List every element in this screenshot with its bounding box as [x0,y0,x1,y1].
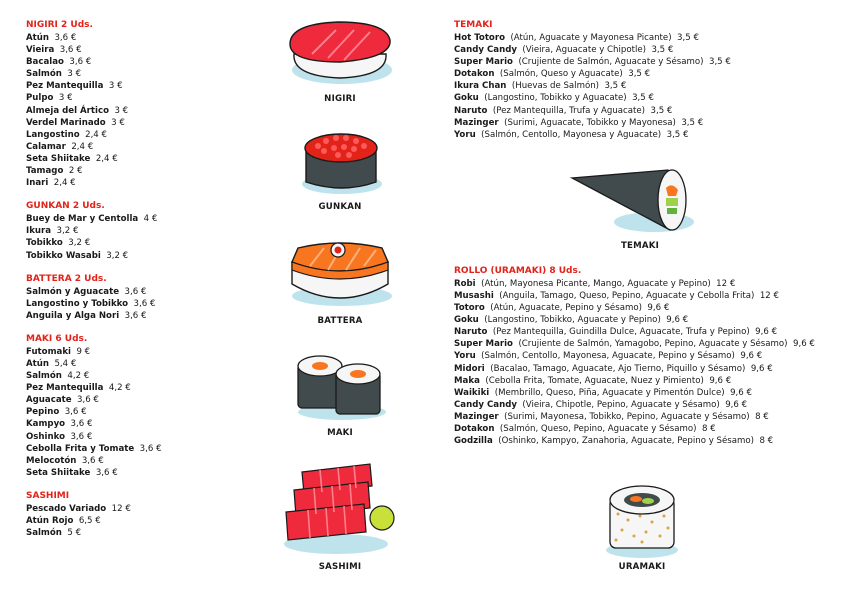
item-description: (Surimi, Aguacate, Tobikko y Mayonesa) [504,117,676,128]
item-price: 9,6 € [730,387,752,398]
item-price: 3,6 € [70,419,93,430]
item-description: (Langostino, Tobikko y Aguacate) [484,93,627,104]
menu-item [454,278,815,290]
item-price: 3,6 € [81,455,104,466]
menu-item [26,298,162,310]
menu-item [454,435,815,447]
item-name: Melocotón [26,455,77,466]
item-description: (Cebolla Frita, Tomate, Aguacate, Nuez y Pimiento) [485,375,704,386]
nigiri-caption: NIGIRI [324,94,356,104]
temaki-illustration [568,166,698,238]
item-name: Bacalao [26,57,64,68]
item-name: Godzilla [454,436,493,447]
item-name: Seta Shiitake [26,467,91,478]
item-price: 9,6 € [666,315,689,326]
menu-section [454,265,815,447]
item-price: 5,4 € [54,358,77,369]
menu-item [454,290,815,302]
item-price: 3 € [58,93,73,104]
uramaki-illustration [602,480,682,560]
item-price: 2,4 € [95,153,118,164]
item-description: (Pez Mantequilla, Guindilla Dulce, Aguacate, Trufa y Pepino) [492,327,750,338]
item-name: Super Mario [454,57,513,68]
menu-item [454,68,815,80]
item-price: 3,6 € [69,57,92,68]
item-name: Naruto [454,327,488,338]
menu-item [454,32,815,44]
item-description: (Salmón, Queso y Aguacate) [499,69,623,80]
battera-caption: BATTERA [317,316,363,326]
item-price: 3,5 € [651,45,674,56]
menu-item [454,350,815,362]
gunkan-caption: GUNKAN [318,202,362,212]
item-description: (Salmón, Centollo, Mayonesa, Aguacate, Pepino y Sésamo) [481,351,735,362]
item-price: 6,5 € [78,516,101,526]
item-price: 4,2 € [67,371,90,382]
menu-item [26,177,162,189]
item-price: 12 € [759,290,779,301]
item-description: (Salmón, Queso, Pepino, Aguacate y Sésamo) [499,423,697,434]
item-price: 9,6 € [740,351,763,362]
item-name: Candy Candy [454,45,517,56]
item-description: (Atún, Aguacate y Mayonesa Picante) [510,33,672,43]
sashimi-caption: SASHIMI [318,562,362,572]
section-title: MAKI 6 Uds. [26,333,88,344]
item-price: 3,6 € [95,467,118,478]
menu-item [26,394,162,406]
menu-item [26,56,162,68]
item-price: 3,6 € [139,443,162,454]
item-price: 3,2 € [106,250,129,261]
item-name: Verdel Marinado [26,117,106,128]
item-name: Dotakon [454,423,495,434]
menu-item [26,129,162,141]
item-price: 8 € [759,436,774,447]
menu-section [26,490,162,539]
item-price: 5 € [67,528,82,539]
item-description: (Anguila, Tamago, Queso, Pepino, Aguacate y Cebolla Frita) [499,290,755,301]
menu-item [454,363,815,375]
item-name: Super Mario [454,339,513,350]
item-description: (Salmón, Centollo, Mayonesa y Aguacate) [481,129,662,140]
item-name: Inari [26,178,49,189]
item-name: Musashi [454,290,494,301]
menu-section [26,19,162,189]
item-price: 3,6 € [64,407,87,418]
item-price: 9,6 € [709,375,732,386]
section-title: ROLLO (URAMAKI) 8 Uds. [454,265,582,276]
sashimi-illustration [280,460,400,556]
menu-item [454,80,815,92]
item-name: Pulpo [26,93,54,104]
menu-item [454,375,815,387]
item-price: 9,6 € [793,339,815,350]
item-price: 3,6 € [59,45,82,56]
item-price: 8 € [701,423,716,434]
item-price: 2,4 € [53,178,76,189]
menu-item [26,418,162,430]
menu-item [26,32,162,44]
item-price: 3 € [108,81,123,92]
item-price: 3,5 € [650,105,673,116]
section-title: BATTERA 2 Uds. [26,273,107,284]
item-name: Yoru [454,129,476,140]
menu-item [26,68,162,80]
item-price: 12 € [111,503,131,514]
item-price: 4 € [143,214,158,225]
item-name: Pescado Variado [26,503,107,514]
item-name: Mazinger [454,117,499,128]
item-price: 3,5 € [677,33,699,43]
menu-section [454,19,815,141]
item-name: Robi [454,278,476,289]
item-description: (Crujiente de Salmón, Yamagobo, Pepino, Aguacate y Sésamo) [518,339,788,350]
gunkan-illustration [296,126,386,196]
item-name: Atún [26,358,49,369]
menu-item [26,358,162,370]
item-price: 3,6 € [54,33,77,43]
section-title: SASHIMI [26,490,70,501]
item-name: Buey de Mar y Centolla [26,214,139,225]
item-name: Salmón [26,69,62,80]
menu-item [454,326,815,338]
menu-item [26,225,162,237]
menu-item [26,80,162,92]
item-description: (Bacalao, Tamago, Aguacate, Ajo Tierno, Piquillo y Sésamo) [490,363,746,374]
menu-item [26,455,162,467]
item-price: 2 € [68,166,83,177]
item-description: (Pez Mantequilla, Trufa y Aguacate) [492,105,646,116]
item-price: 3,6 € [70,431,93,442]
item-name: Candy Candy [454,399,517,410]
menu-item [26,515,162,527]
item-name: Aguacate [26,395,72,406]
section-title: TEMAKI [454,20,493,30]
item-price: 3 € [111,117,125,128]
uramaki-caption: URAMAKI [618,562,666,572]
item-description: (Huevas de Salmón) [511,81,599,92]
nigiri-illustration [282,18,398,88]
menu-item [26,443,162,455]
section-title: GUNKAN 2 Uds. [26,201,105,212]
item-price: 9 € [76,346,91,357]
item-price: 9,6 € [750,363,773,374]
menu-item [26,467,162,479]
item-price: 3,6 € [124,286,147,297]
item-price: 9,6 € [725,399,748,410]
item-name: Calamar [26,141,66,152]
item-name: Goku [454,315,479,326]
item-price: 3,6 € [124,310,147,321]
menu-item [454,314,815,326]
menu-item [26,117,162,129]
item-name: Tobikko [26,238,63,249]
item-name: Salmón y Aguacate [26,286,120,297]
menu-item [26,153,162,165]
item-name: Tamago [26,166,64,177]
item-price: 2,4 € [85,129,107,140]
item-name: Dotakon [454,69,495,80]
menu-item [26,310,162,322]
item-price: 12 € [716,278,736,289]
temaki-caption: TEMAKI [621,241,659,251]
maki-illustration [292,352,388,422]
menu-item [454,302,815,314]
menu-item [26,237,162,249]
menu-item [26,44,162,56]
menu-item [454,105,815,117]
item-name: Ikura Chan [454,81,507,92]
menu-item [26,92,162,104]
item-name: Oshinko [26,431,65,442]
item-price: 2,4 € [71,141,94,152]
item-name: Pez Mantequilla [26,81,104,92]
item-name: Totoro [454,303,485,314]
item-name: Salmón [26,528,62,539]
item-name: Ikura [26,226,52,237]
menu-section [26,273,162,322]
item-description: (Langostino, Tobikko, Aguacate y Pepino) [484,315,661,326]
item-description: (Vieira, Chipotle, Pepino, Aguacate y Sésamo) [522,399,720,410]
item-name: Seta Shiitake [26,153,91,164]
item-name: Pez Mantequilla [26,383,104,394]
item-name: Mazinger [454,411,499,422]
item-name: Atún [26,33,49,43]
menu-item [26,406,162,418]
menu-item [454,92,815,104]
left-menu-column [26,19,162,550]
menu-item [26,527,162,539]
item-price: 3 € [114,105,129,116]
item-name: Langostino y Tobikko [26,298,129,309]
menu-item [454,56,815,68]
item-price: 3,5 € [632,93,654,104]
menu-item [454,387,815,399]
item-description: (Vieira, Aguacate y Chipotle) [522,45,646,56]
item-name: Futomaki [26,346,71,357]
section-title: NIGIRI 2 Uds. [26,20,93,30]
maki-caption: MAKI [327,428,353,438]
item-name: Tobikko Wasabi [26,250,101,261]
menu-item [454,338,815,350]
menu-item [454,423,815,435]
menu-item [26,431,162,443]
item-price: 3,6 € [133,298,156,309]
item-price: 3,5 € [681,117,704,128]
menu-item [454,129,815,141]
item-price: 3,5 € [604,81,627,92]
menu-item [26,370,162,382]
menu-item [26,105,162,117]
item-price: 8 € [755,411,769,422]
item-name: Salmón [26,371,62,382]
item-description: (Oshinko, Kampyo, Zanahoria, Aguacate, Pepino y Sésamo) [498,436,754,447]
item-price: 3,2 € [68,238,91,249]
item-name: Kampyo [26,419,66,430]
item-name: Yoru [454,351,476,362]
item-description: (Atún, Aguacate, Pepino y Sésamo) [490,303,642,314]
item-price: 3,5 € [666,129,689,140]
menu-item [454,399,815,411]
menu-item [26,346,162,358]
menu-item [26,286,162,298]
menu-section [26,333,162,479]
menu-item [26,165,162,177]
item-price: 3 € [67,69,82,80]
item-name: Naruto [454,105,488,116]
battera-illustration [284,236,396,308]
item-price: 9,6 € [647,303,670,314]
menu-item [26,213,162,225]
item-name: Midori [454,363,485,374]
menu-item [26,141,162,153]
right-menu-column [454,19,815,458]
item-description: (Surimi, Mayonesa, Tobikko, Pepino, Aguacate y Sésamo) [504,411,750,422]
item-name: Goku [454,93,479,104]
menu-item [26,382,162,394]
item-name: Waikiki [454,387,490,398]
menu-item [454,117,815,129]
item-name: Maka [454,375,480,386]
item-name: Pepino [26,407,60,418]
item-description: (Membrillo, Queso, Piña, Aguacate y Pimentón Dulce) [494,387,725,398]
item-description: (Crujiente de Salmón, Aguacate y Sésamo) [518,57,704,68]
item-description: (Atún, Mayonesa Picante, Mango, Aguacate y Pepino) [481,278,711,289]
menu-item [454,411,815,423]
item-name: Langostino [26,129,80,140]
item-price: 9,6 € [755,327,778,338]
item-price: 4,2 € [108,383,131,394]
item-price: 3,6 € [77,395,99,406]
item-name: Anguila y Alga Nori [26,310,120,321]
menu-item [454,44,815,56]
menu-section [26,200,162,261]
item-name: Almeja del Ártico [26,105,109,116]
menu-item [26,250,162,262]
item-name: Hot Totoro [454,33,505,43]
item-price: 3,5 € [628,69,651,80]
item-name: Vieira [26,45,55,56]
item-price: 3,5 € [708,57,731,68]
item-name: Cebolla Frita y Tomate [26,443,135,454]
item-name: Atún Rojo [26,516,74,526]
menu-item [26,503,162,515]
item-price: 3,2 € [56,226,79,237]
